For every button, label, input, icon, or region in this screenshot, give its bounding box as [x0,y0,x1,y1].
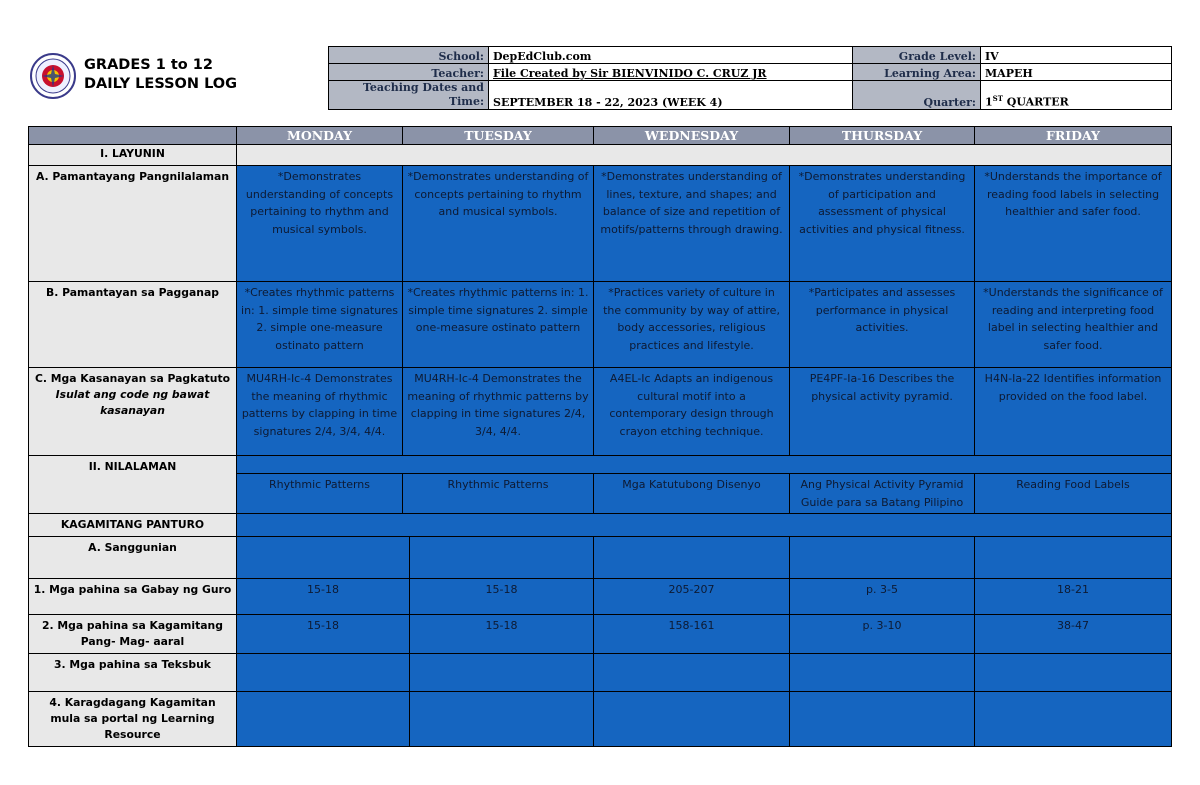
sanggunian-row [29,537,1172,579]
karagdagang-label: 4. Karagdagang Kagamitan mula sa portal ng Learning Resource [29,692,237,747]
quarter-number: 1 [985,96,993,109]
pagganap-wednesday: *Practices variety of culture in the community by way of attire, body accessories, religious practices and lifestyle. [594,282,790,368]
gabay-friday: 18-21 [975,579,1172,615]
mag-aaral-friday: 38-47 [975,615,1172,654]
grade-level-value: IV [981,47,1172,64]
pagganap-monday: *Creates rhythmic patterns in: 1. simple time signatures 2. simple one-measure ostinato pattern [237,282,403,368]
kasanayan-monday: MU4RH-Ic-4 Demonstrates the meaning of rhythmic patterns by clapping in time signatures 2/4, 3/4, 4/4. [237,368,403,456]
teksbuk-friday [975,654,1172,692]
quarter-value [981,81,1172,110]
pangnilalaman-label: A. Pamantayang Pangnilalaman [29,166,237,282]
gabay-label: 1. Mga pahina sa Gabay ng Guro [29,579,237,615]
teksbuk-tuesday [410,654,594,692]
karagdagang-friday [975,692,1172,747]
learning-area-value: MAPEH [981,64,1172,81]
nilalaman-wednesday: Mga Katutubong Disenyo [594,474,790,514]
sanggunian-wednesday [594,537,790,579]
sanggunian-tuesday [410,537,594,579]
sanggunian-thursday [790,537,975,579]
teksbuk-wednesday [594,654,790,692]
info-table [328,46,1172,110]
deped-seal-icon [30,48,76,104]
sanggunian-label: A. Sanggunian [29,537,237,579]
gabay-thursday: p. 3-5 [790,579,975,615]
nilalaman-row [29,456,1172,474]
kagamitan-label: KAGAMITANG PANTURO [29,514,237,537]
karagdagang-row [29,692,1172,747]
sanggunian-monday [237,537,410,579]
mag-aaral-wednesday: 158-161 [594,615,790,654]
mag-aaral-monday: 15-18 [237,615,410,654]
layunin-label: I. LAYUNIN [29,145,237,166]
day-friday: FRIDAY [975,127,1172,145]
lesson-log-table [28,126,1172,747]
nilalaman-tuesday: Rhythmic Patterns [403,474,594,514]
pagganap-tuesday: *Creates rhythmic patterns in: 1. simple time signatures 2. simple one-measure ostinato pattern [403,282,594,368]
pagganap-label: B. Pamantayan sa Pagganap [29,282,237,368]
layunin-row [29,145,1172,166]
teksbuk-row [29,654,1172,692]
kasanayan-row [29,368,1172,456]
pangnilalaman-thursday: *Demonstrates understanding of participation and assessment of physical activities and physical fitness. [790,166,975,282]
teksbuk-thursday [790,654,975,692]
pangnilalaman-tuesday: *Demonstrates understanding of concepts pertaining to rhythm and musical symbols. [403,166,594,282]
gabay-row [29,579,1172,615]
kasanayan-sublabel: Isulat ang code ng bawat kasanayan [55,388,210,417]
nilalaman-monday: Rhythmic Patterns [237,474,403,514]
karagdagang-wednesday [594,692,790,747]
pangnilalaman-monday: *Demonstrates understanding of concepts pertaining to rhythm and musical symbols. [237,166,403,282]
mag-aaral-label: 2. Mga pahina sa Kagamitang Pang- Mag- aaral [29,615,237,654]
kasanayan-label-cell [29,368,237,456]
quarter-suffix: ST [992,94,1003,104]
kasanayan-label: C. Mga Kasanayan sa Pagkatuto [34,372,231,385]
teksbuk-label: 3. Mga pahina sa Teksbuk [29,654,237,692]
kagamitan-bar [237,514,1172,537]
day-thursday: THURSDAY [790,127,975,145]
day-monday: MONDAY [237,127,403,145]
quarter-word: QUARTER [1002,96,1069,109]
teaching-dates-label: Teaching Dates and Time: [329,81,489,110]
karagdagang-monday [237,692,410,747]
title-block [84,56,237,94]
nilalaman-thursday: Ang Physical Activity Pyramid Guide para sa Batang Pilipino [790,474,975,514]
gabay-monday: 15-18 [237,579,410,615]
pagganap-friday: *Understands the significance of reading and interpreting food label in selecting healthier and safer food. [975,282,1172,368]
grade-level-label: Grade Level: [853,47,981,64]
quarter-label: Quarter: [853,81,981,110]
pangnilalaman-row [29,166,1172,282]
school-value: DepEdClub.com [489,47,853,64]
pagganap-row [29,282,1172,368]
kasanayan-friday: H4N-Ia-22 Identifies information provided on the food label. [975,368,1172,456]
learning-area-label: Learning Area: [853,64,981,81]
teksbuk-monday [237,654,410,692]
teacher-label: Teacher: [329,64,489,81]
kagamitan-row [29,514,1172,537]
pangnilalaman-friday: *Understands the importance of reading food labels in selecting healthier and safer food. [975,166,1172,282]
day-wednesday: WEDNESDAY [594,127,790,145]
karagdagang-thursday [790,692,975,747]
kasanayan-thursday: PE4PF-Ia-16 Describes the physical activity pyramid. [790,368,975,456]
teacher-value [489,64,853,81]
nilalaman-friday: Reading Food Labels [975,474,1172,514]
day-header-row [29,127,1172,145]
nilalaman-bar [237,456,1172,474]
title-line-1: GRADES 1 to 12 [84,57,213,73]
sanggunian-friday [975,537,1172,579]
gabay-tuesday: 15-18 [410,579,594,615]
pangnilalaman-wednesday: *Demonstrates understanding of lines, texture, and shapes; and balance of size and repetition of motifs/patterns through drawing. [594,166,790,282]
title-line-2: DAILY LESSON LOG [84,76,238,92]
gabay-wednesday: 205-207 [594,579,790,615]
kasanayan-tuesday: MU4RH-Ic-4 Demonstrates the meaning of rhythmic patterns by clapping in time signatures 2/4, 3/4, 4/4. [403,368,594,456]
school-label: School: [329,47,489,64]
nilalaman-label: II. NILALAMAN [29,456,237,514]
teaching-dates-value: SEPTEMBER 18 - 22, 2023 (WEEK 4) [489,81,853,110]
day-tuesday: TUESDAY [403,127,594,145]
kasanayan-wednesday: A4EL-Ic Adapts an indigenous cultural motif into a contemporary design through crayon etching technique. [594,368,790,456]
pagganap-thursday: *Participates and assesses performance in physical activities. [790,282,975,368]
mag-aaral-tuesday: 15-18 [410,615,594,654]
karagdagang-tuesday [410,692,594,747]
corner-header [29,127,237,145]
teacher-name: File Created by Sir BIENVINIDO C. CRUZ JR [493,67,767,80]
layunin-bar [237,145,1172,166]
mag-aaral-row [29,615,1172,654]
mag-aaral-thursday: p. 3-10 [790,615,975,654]
